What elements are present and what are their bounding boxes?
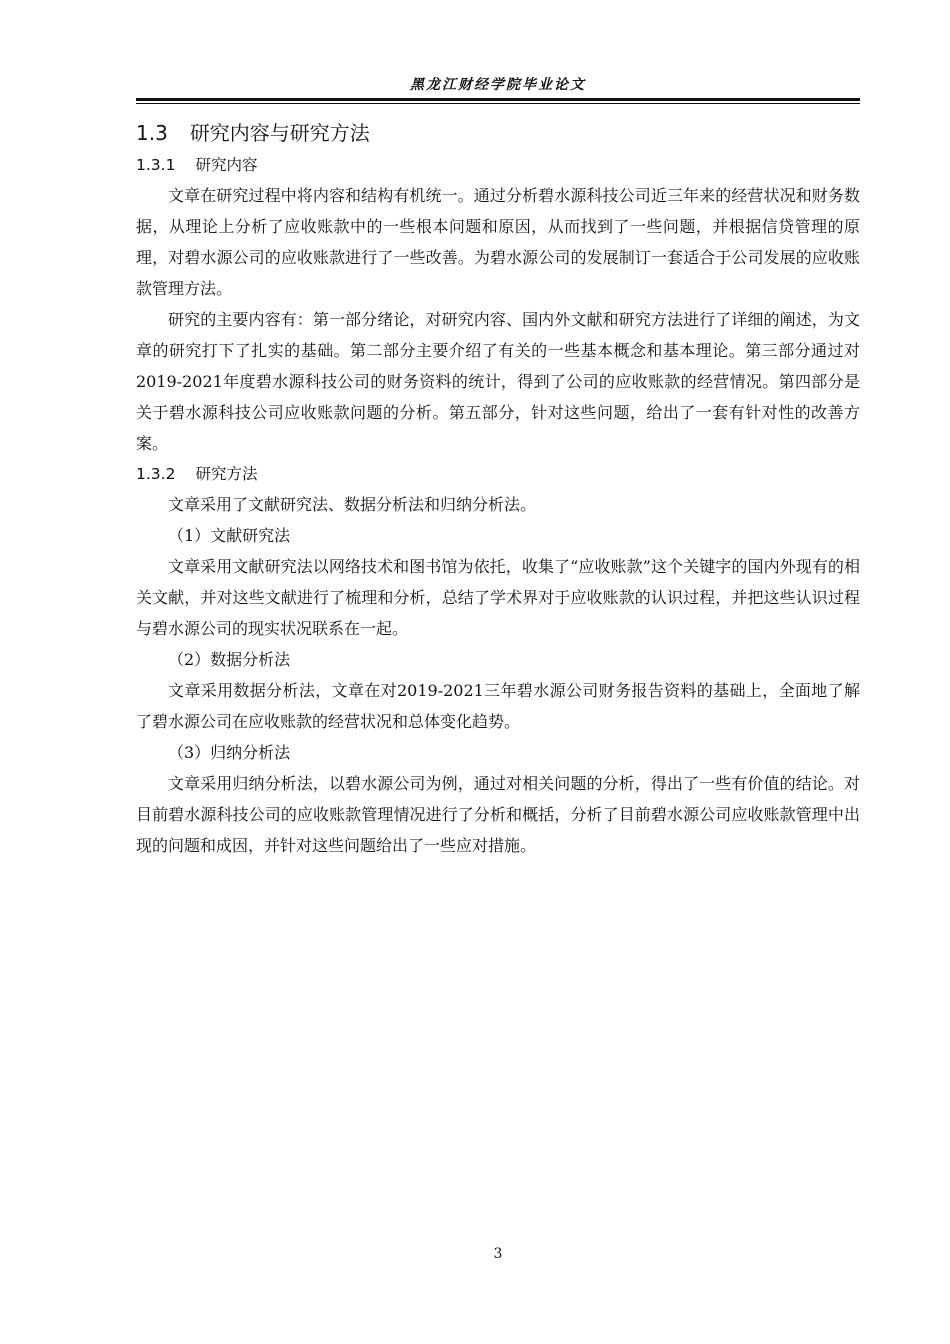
paragraph: 文章采用文献研究法以网络技术和图书馆为依托，收集了“应收账款”这个关键字的国内外现有的相关文献，并对这些文献进行了梳理和分析，总结了学术界对于应收账款的认识过程，并把这些认识过程与碧水源公司的现实状况联系在一起。 xyxy=(136,557,860,638)
subsection-title: 研究内容 xyxy=(195,156,258,174)
paragraph: 文章采用归纳分析法，以碧水源公司为例，通过对相关问题的分析，得出了一些有价值的结论。对目前碧水源科技公司的应收账款管理情况进行了分析和概括，分析了目前碧水源公司应收账款管理中出现的问题和成因，并针对这些问题给出了一些应对措施。 xyxy=(136,774,860,855)
paragraph: 文章采用数据分析法，文章在对2019-2021三年碧水源公司财务报告资料的基础上，全面地了解了碧水源公司在应收账款的经营状况和总体变化趋势。 xyxy=(136,681,860,731)
header-rule-thin xyxy=(136,103,860,104)
header-rule-thick xyxy=(136,98,860,101)
paragraph: 文章采用了文献研究法、数据分析法和归纳分析法。 xyxy=(168,495,537,514)
paragraph: 文章在研究过程中将内容和结构有机统一。通过分析碧水源科技公司近三年来的经营状况和财务数据，从理论上分析了应收账款中的一些根本问题和原因，从而找到了一些问题，并根据信贷管理的原理，对碧水源公司的应收账款进行了一些改善。为碧水源公司的发展制订一套适合于公司发展的应收账款管理方法。 xyxy=(136,186,860,298)
paragraph: 研究的主要内容有：第一部分绪论，对研究内容、国内外文献和研究方法进行了详细的阐述，为文章的研究打下了扎实的基础。第二部分主要介绍了有关的一些基本概念和基本理论。第三部分通过对2019-2021年度碧水源科技公司的财务资料的统计，得到了公司的应收账款的经营情况。第四部分是关于碧水源科技公司应收账款问题的分析。第五部分，针对这些问题，给出了一套有针对性的改善方案。 xyxy=(136,310,860,453)
subsection-title: 研究方法 xyxy=(195,465,258,483)
subsection-number: 1.3.1 xyxy=(136,156,176,174)
section-title: 研究内容与研究方法 xyxy=(189,121,370,145)
subsection-heading-research-methods xyxy=(136,459,860,489)
page-number: 3 xyxy=(493,1246,503,1262)
method-label: （2）数据分析法 xyxy=(168,650,291,669)
subsection-number: 1.3.2 xyxy=(136,465,176,483)
section-number: 1.3 xyxy=(136,121,168,145)
subsection-heading-research-content xyxy=(136,150,860,180)
method-label: （1）文献研究法 xyxy=(168,526,291,545)
page-content xyxy=(136,116,860,861)
method-label: （3）归纳分析法 xyxy=(168,743,291,762)
running-header: 黑龙江财经学院毕业论文 xyxy=(410,77,586,93)
section-heading xyxy=(136,116,860,150)
